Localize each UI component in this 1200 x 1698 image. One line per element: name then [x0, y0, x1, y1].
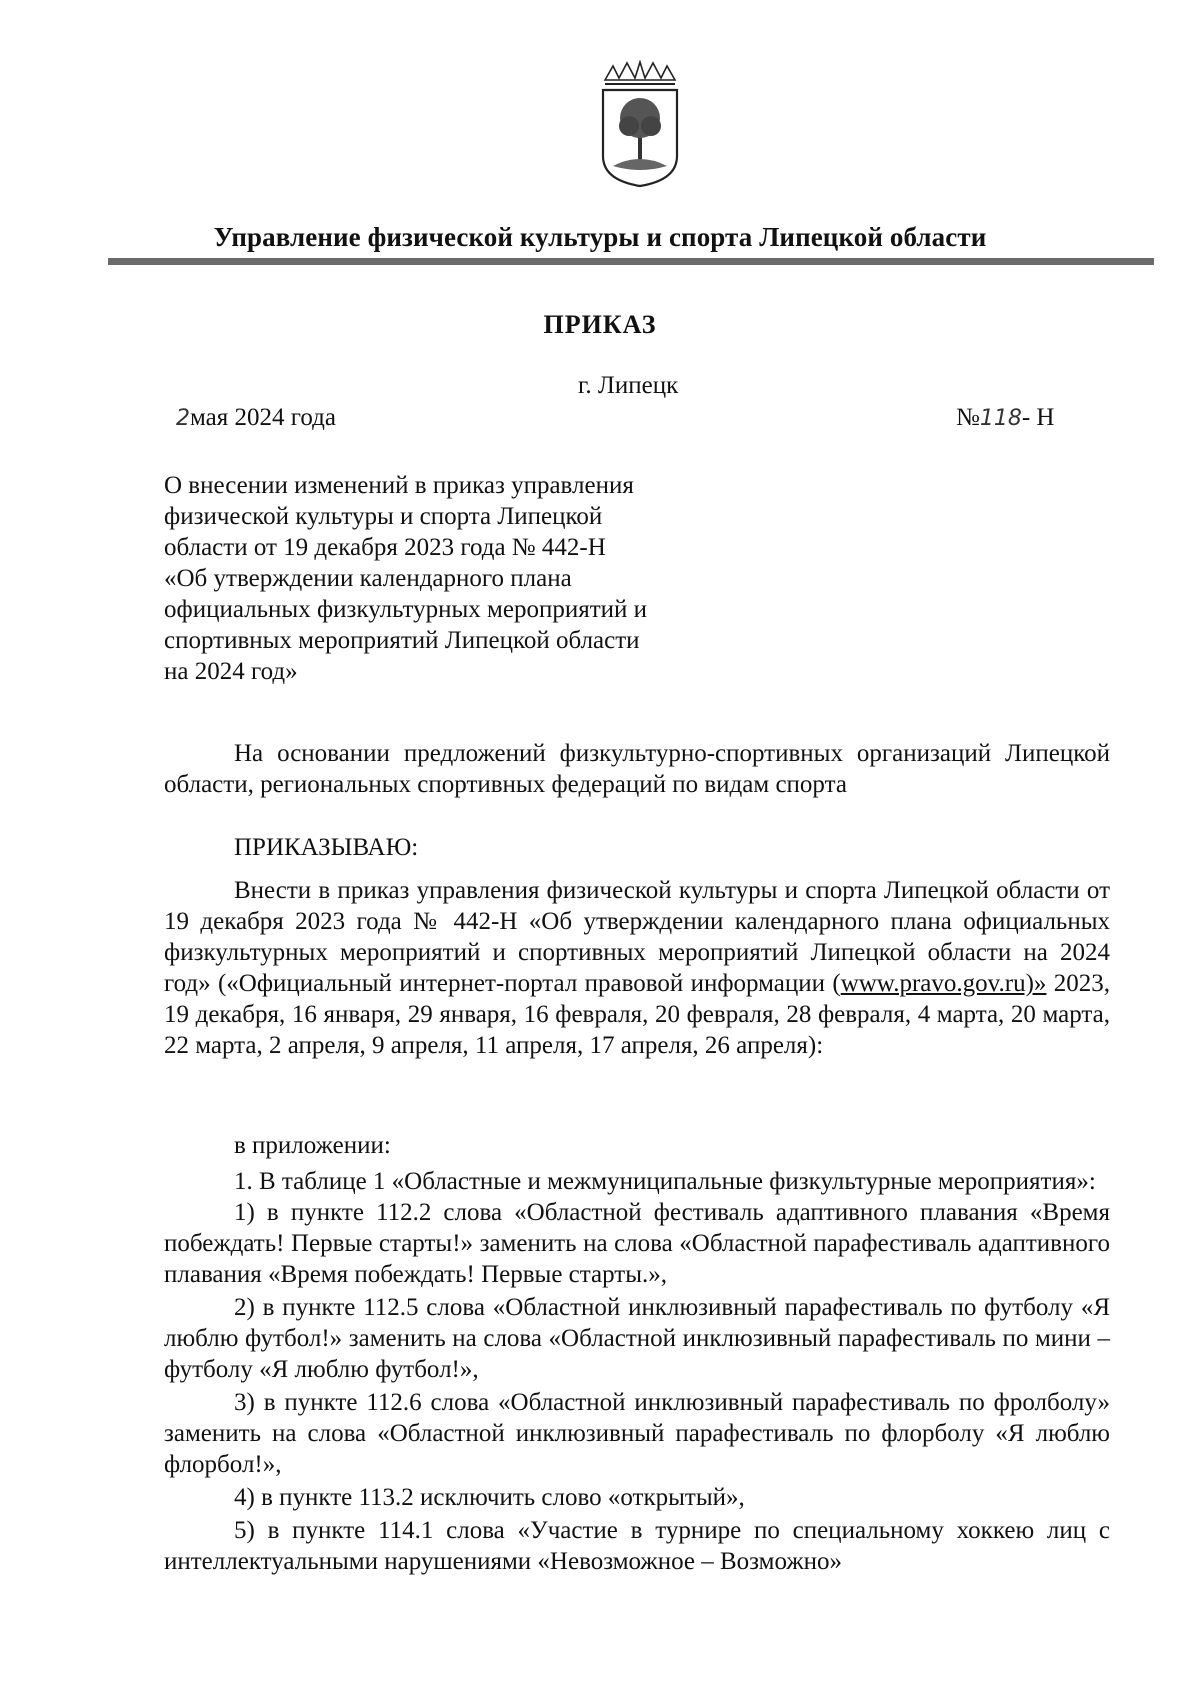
header-divider — [108, 258, 1154, 265]
number-sign: № — [956, 404, 980, 431]
basis-text: На основании предложений физкультурно-спортивных организаций Липецкой области, региональных спортивных федераций по видам спорта — [164, 740, 1110, 798]
main-text — [164, 875, 1110, 1061]
city-label: г. Липецк — [578, 372, 679, 399]
list-item: 5) в пункте 114.1 слова «Участие в турнире по специальному хоккею лиц с интеллектуальными нарушениями «Невозможное – Возможно» — [164, 1517, 1110, 1575]
basis-paragraph — [164, 738, 1110, 800]
main-paragraph — [164, 875, 1110, 1061]
list-item: 1. В таблице 1 «Областные и межмуниципальные физкультурные мероприятия»: — [234, 1168, 1096, 1195]
order-word: ПРИКАЗЫВАЮ: — [234, 834, 419, 861]
subject-line: физической культуры и спорта Липецкой — [164, 503, 603, 530]
pravo-link[interactable]: www.pravo.gov.ru)» — [840, 970, 1047, 997]
subject-line: спортивных мероприятий Липецкой области — [164, 627, 640, 654]
annex-intro-paragraph — [164, 1130, 1110, 1161]
order-date — [176, 404, 336, 432]
list-item: 3) в пункте 112.6 слова «Областной инклюзивный парафестиваль по фролболу» заменить на слова «Областной инклюзивный парафестиваль по флорболу «Я люблю флорбол!», — [164, 1389, 1110, 1478]
list-item: 4) в пункте 113.2 исключить слово «открытый», — [234, 1484, 745, 1511]
subject-line: официальных физкультурных мероприятий и — [164, 596, 648, 623]
subject-line: на 2024 год» — [164, 658, 298, 685]
order-subject — [164, 470, 724, 687]
main-text-start: Внести в приказ управления физической культуры и спорта Липецкой области от 19 декабря 2023 года № 442-Н «Об утверждении календарного плана официальных физкультурных мероприятий и спортивных мероприятий Липецкой области на 2024 год» («Официальный интернет-портал правовой информации ( — [164, 877, 1110, 997]
subject-line: «Об утверждении календарного плана — [164, 565, 572, 592]
main-text-end: 2023, 19 декабря, 16 января, 29 января, 16 февраля, 20 февраля, 28 февраля, 4 марта, 20 марта, 22 марта, 2 апреля, 9 апреля, 11 апреля, 17 апреля, 26 апреля): — [164, 970, 1111, 1059]
subject-line: О внесении изменений в приказ управления — [164, 472, 634, 499]
handwritten-day: 2 — [176, 406, 190, 431]
number-suffix: - Н — [1021, 404, 1055, 431]
date-text: мая 2024 года — [190, 404, 336, 431]
order-word-paragraph — [164, 832, 1110, 863]
list-item: 2) в пункте 112.5 слова «Областной инклюзивный парафестиваль по футболу «Я люблю футбол!» заменить на слова «Областной инклюзивный парафестиваль по мини – футболу «Я люблю футбол!», — [164, 1294, 1110, 1383]
order-number — [956, 404, 1055, 432]
subject-line: области от 19 декабря 2023 года № 442-Н — [164, 534, 606, 561]
organization-name: Управление физической культуры и спорта Липецкой области — [213, 222, 987, 252]
amendment-list — [164, 1166, 1110, 1577]
handwritten-number: 118 — [979, 406, 1022, 431]
document-title: ПРИКАЗ — [543, 310, 657, 339]
coat-of-arms-emblem — [597, 60, 683, 190]
list-item: 1) в пункте 112.2 слова «Областной фестиваль адаптивного плавания «Время побеждать! Первые старты!» заменить на слова «Областной парафестиваль адаптивного плавания «Время побеждать! Первые старты.», — [164, 1199, 1110, 1288]
annex-intro: в приложении: — [234, 1132, 391, 1159]
